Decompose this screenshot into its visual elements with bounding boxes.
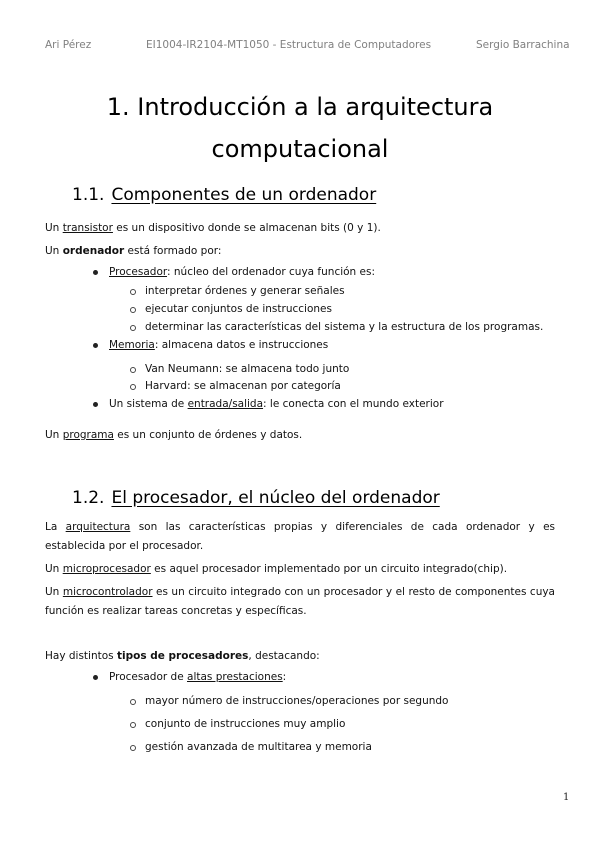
header-author: Ari Pérez <box>45 39 92 51</box>
chapter-title-line1: 1. Introducción a la arquitectura <box>106 93 494 121</box>
term-tipos-procesadores: tipos de procesadores <box>116 650 249 662</box>
paragraph-programa: Un programa es un conjunto de órdenes y datos. <box>45 429 303 441</box>
header-course: EI1004-IR2104-MT1050 - Estructura de Computadores <box>146 39 432 51</box>
sub-bullet-icon <box>130 699 136 705</box>
list-item: conjunto de instrucciones muy amplio <box>145 718 346 730</box>
list-item-entrada-salida: Un sistema de entrada/salida: le conecta con el mundo exterior <box>109 398 444 410</box>
term-microcontrolador: microcontrolador <box>62 586 153 598</box>
list-item-altas-prestaciones: Procesador de altas prestaciones: <box>109 671 287 683</box>
paragraph-microprocesador: Un microprocesador es aquel procesador implementado por un circuito integrado(chip). <box>45 563 508 575</box>
section-heading-1-1 <box>72 185 376 205</box>
section-title: El procesador, el núcleo del ordenador <box>111 488 440 508</box>
list-item: mayor número de instrucciones/operaciones por segundo <box>145 695 449 707</box>
section-title: Componentes de un ordenador <box>111 185 377 205</box>
paragraph-ordenador: Un ordenador está formado por: <box>45 245 222 257</box>
term-memoria: Memoria <box>109 339 155 351</box>
list-item-memoria: Memoria: almacena datos e instrucciones <box>109 339 329 351</box>
term-arquitectura: arquitectura <box>65 521 131 533</box>
chapter-title <box>60 86 540 170</box>
term-programa: programa <box>62 429 114 441</box>
bullet-icon <box>93 675 98 680</box>
list-item: Van Neumann: se almacena todo junto <box>145 363 350 375</box>
paragraph-tipos: Hay distintos tipos de procesadores, destacando: <box>45 650 320 662</box>
term-ordenador: ordenador <box>62 245 125 257</box>
section-number: 1.1. <box>72 185 105 205</box>
paragraph-transistor: Un transistor es un dispositivo donde se almacenan bits (0 y 1). <box>45 222 381 234</box>
term-transistor: transistor <box>62 222 113 234</box>
bullet-icon <box>93 402 98 407</box>
list-item: ejecutar conjuntos de instrucciones <box>145 303 332 315</box>
section-number: 1.2. <box>72 488 105 508</box>
term-procesador: Procesador <box>109 266 168 278</box>
sub-bullet-icon <box>130 307 136 313</box>
sub-bullet-icon <box>130 745 136 751</box>
sub-bullet-icon <box>130 384 136 390</box>
list-item: interpretar órdenes y generar señales <box>145 285 345 297</box>
section-heading-1-2 <box>72 488 440 508</box>
list-item: determinar las características del sistema y la estructura de los programas. <box>145 321 544 333</box>
bullet-icon <box>93 343 98 348</box>
term-entrada-salida: entrada/salida <box>187 398 264 410</box>
paragraph-microcontrolador: Un microcontrolador es un circuito integrado con un procesador y el resto de componentes cuya función es realizar tareas concretas y específicas. <box>45 586 555 617</box>
chapter-title-line2: computacional <box>211 135 389 163</box>
page-number: 1 <box>563 792 570 803</box>
list-item: gestión avanzada de multitarea y memoria <box>145 741 372 753</box>
list-item-procesador: Procesador: núcleo del ordenador cuya función es: <box>109 266 376 278</box>
list-item: Harvard: se almacenan por categoría <box>145 380 341 392</box>
paragraph-arquitectura: La arquitectura son las características propias y diferenciales de cada ordenador y es establecida por el procesador. <box>45 521 555 552</box>
term-altas-prestaciones: altas prestaciones <box>187 671 283 683</box>
sub-bullet-icon <box>130 722 136 728</box>
sub-bullet-icon <box>130 325 136 331</box>
bullet-icon <box>93 270 98 275</box>
header-teacher: Sergio Barrachina <box>476 39 570 51</box>
sub-bullet-icon <box>130 289 136 295</box>
sub-bullet-icon <box>130 367 136 373</box>
term-microprocesador: microprocesador <box>62 563 151 575</box>
